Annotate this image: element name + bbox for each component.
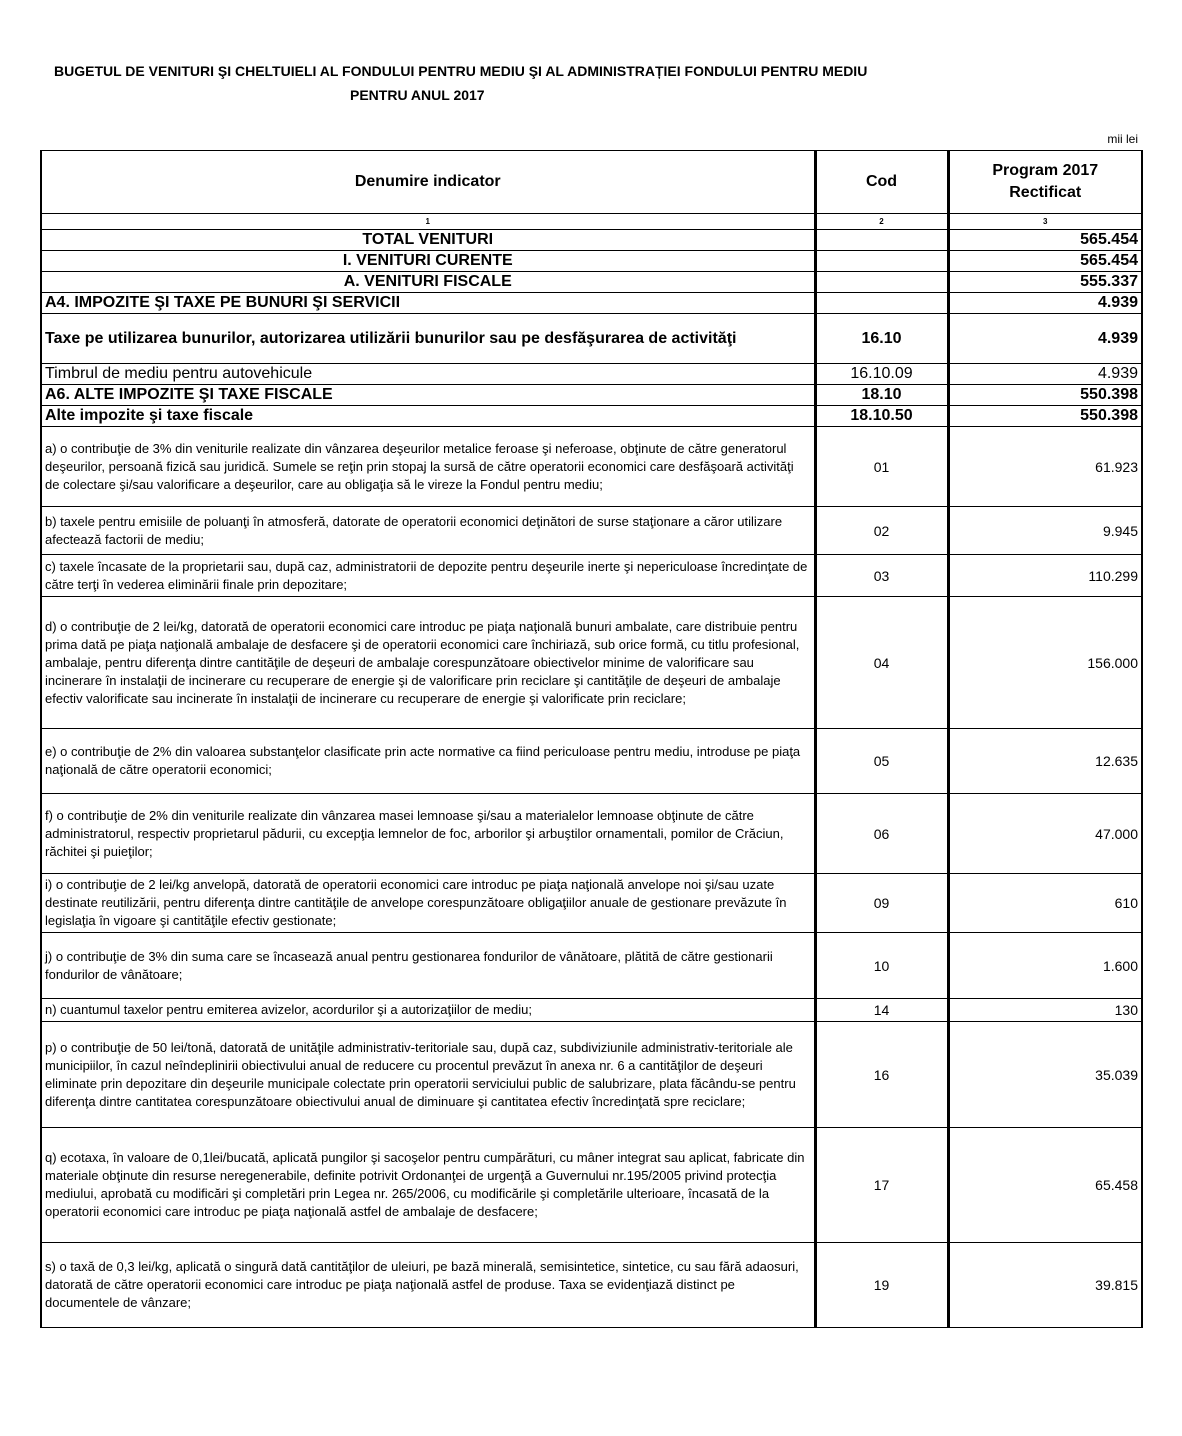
row-description: f) o contribuţie de 2% din veniturile realizate din vânzarea masei lemnoase şi/sau a materialelor lemnoase obţinute de către administratorul, respectiv proprietarul pădurii, cu excepţia lemnelor de foc, arborilor şi arbuştilor ornamentali, pomilor de Crăciun, răchitei şi puieţilor; — [41, 794, 815, 874]
table-row — [41, 364, 1142, 385]
row-code: 18.10.50 — [815, 406, 948, 427]
row-code: 10 — [815, 933, 948, 999]
row-label: Taxe pe utilizarea bunurilor, autorizarea utilizării bunurilor sau pe desfăşurarea de activităţi — [41, 314, 815, 364]
column-number-row — [41, 214, 1142, 230]
row-value: 156.000 — [948, 597, 1142, 729]
row-code: 05 — [815, 729, 948, 794]
row-value: 12.635 — [948, 729, 1142, 794]
unit-label: mii lei — [1107, 132, 1138, 146]
column-number-1: 1 — [41, 214, 815, 230]
table-row — [41, 385, 1142, 406]
row-code: 19 — [815, 1243, 948, 1328]
row-value: 110.299 — [948, 555, 1142, 597]
row-value: 35.039 — [948, 1022, 1142, 1128]
row-value: 9.945 — [948, 507, 1142, 555]
row-description: a) o contribuţie de 3% din veniturile realizate din vânzarea deşeurilor metalice feroase şi neferoase, obţinute de către generatorul deşeurilor, persoană fizică sau juridică. Sumele se reţin prin stopaj la sursă de către operatorii economici care desfăşoară activităţi de colectare şi/sau valorificare a deşeurilor, care au obligaţia să le vireze la Fondul pentru mediu; — [41, 427, 815, 507]
row-code: 16.10 — [815, 314, 948, 364]
row-code: 02 — [815, 507, 948, 555]
row-label: A4. IMPOZITE ŞI TAXE PE BUNURI ŞI SERVICII — [41, 293, 815, 314]
table-row — [41, 729, 1142, 794]
row-label: A6. ALTE IMPOZITE ŞI TAXE FISCALE — [41, 385, 815, 406]
row-value: 47.000 — [948, 794, 1142, 874]
row-code — [815, 251, 948, 272]
row-value: 1.600 — [948, 933, 1142, 999]
row-code: 14 — [815, 999, 948, 1022]
row-value: 4.939 — [948, 314, 1142, 364]
row-description: c) taxele încasate de la proprietarii sau, după caz, administratorii de depozite pentru deşeurile inerte şi nepericuloase încredinţate de către terţi în vederea eliminării finale prin depozitare; — [41, 555, 815, 597]
row-value: 61.923 — [948, 427, 1142, 507]
table-row — [41, 293, 1142, 314]
table-header-row — [41, 151, 1142, 214]
table-row — [41, 406, 1142, 427]
row-description: p) o contribuţie de 50 lei/tonă, datorată de unităţile administrativ-teritoriale sau, după caz, subdiviziunile administrativ-teritoriale ale municipiilor, în cazul neîndeplinirii obiectivului anual de reducere cu procentul prevăzut în anexa nr. 6 a cantităţilor de deşeuri eliminate prin depozitare din deşeurile municipale colectate prin operatorii serviciului public de salubrizare, plata făcându-se pentru diferenţa dintre cantitatea corespunzătoare obiectivului anual de diminuare şi cantitatea efectiv încredinţată spre reciclare; — [41, 1022, 815, 1128]
row-code — [815, 293, 948, 314]
table-row — [41, 272, 1142, 293]
row-label: TOTAL VENITURI — [41, 230, 815, 251]
table-row — [41, 555, 1142, 597]
table-row — [41, 999, 1142, 1022]
table-row — [41, 507, 1142, 555]
row-code: 01 — [815, 427, 948, 507]
row-code — [815, 230, 948, 251]
row-description: q) ecotaxa, în valoare de 0,1lei/bucată, aplicată pungilor şi sacoşelor pentru cumpărături, cu mâner integrat sau aplicat, fabricate din materiale obţinute din resurse neregenerabile, definite potrivit Ordonanţei de urgenţă a Guvernului nr.195/2005 privind protecţia mediului, aprobată cu modificări şi completări prin Legea nr. 265/2006, cu modificările şi completările ulterioare, încasată de la operatorii economici care introduc pe piaţa naţională astfel de ambalaje de desfacere; — [41, 1128, 815, 1243]
row-value: 39.815 — [948, 1243, 1142, 1328]
row-label: Alte impozite şi taxe fiscale — [41, 406, 815, 427]
row-code: 17 — [815, 1128, 948, 1243]
row-code: 16 — [815, 1022, 948, 1128]
table-row — [41, 230, 1142, 251]
column-number-3: 3 — [948, 214, 1142, 230]
row-value: 4.939 — [948, 364, 1142, 385]
table-row — [41, 874, 1142, 933]
row-label: Timbrul de mediu pentru autovehicule — [41, 364, 815, 385]
row-description: b) taxele pentru emisiile de poluanţi în atmosferă, datorate de operatorii economici deţinători de surse staţionare a căror utilizare afectează factorii de mediu; — [41, 507, 815, 555]
header-program-line2: Rectificat — [1009, 184, 1082, 201]
row-code: 06 — [815, 794, 948, 874]
row-code: 09 — [815, 874, 948, 933]
header-code: Cod — [815, 151, 948, 214]
document-subtitle: PENTRU ANUL 2017 — [350, 87, 485, 103]
budget-table — [40, 150, 1143, 1328]
column-number-2: 2 — [815, 214, 948, 230]
row-label: I. VENITURI CURENTE — [41, 251, 815, 272]
row-value: 565.454 — [948, 230, 1142, 251]
table-row — [41, 794, 1142, 874]
header-indicator: Denumire indicator — [41, 151, 815, 214]
table-row — [41, 597, 1142, 729]
row-code: 04 — [815, 597, 948, 729]
table-row — [41, 427, 1142, 507]
table-row — [41, 1243, 1142, 1328]
row-value: 610 — [948, 874, 1142, 933]
document-title: BUGETUL DE VENITURI ŞI CHELTUIELI AL FONDULUI PENTRU MEDIU ŞI AL ADMINISTRAȚIEI FONDULUI PENTRU MEDIU — [54, 63, 868, 79]
table-row — [41, 1022, 1142, 1128]
row-description: d) o contribuţie de 2 lei/kg, datorată de operatorii economici care introduc pe piaţa naţională bunuri ambalate, care distribuie pentru prima dată pe piaţa naţională ambalaje de desfacere şi de operatorii economici care închiriază, sub orice formă, cu titlu profesional, ambalaje, pentru diferenţa dintre cantităţile de deşeuri de ambalaje corespunzătoare obiectivelor minime de valorificare sau incinerare în instalaţii de incinerare cu recuperare de energie şi de valorificare prin reciclare şi cantităţile de deşeuri de ambalaje efectiv valorificate sau incinerate în instalaţii de incinerare cu recuperare de energie şi valorificate prin reciclare; — [41, 597, 815, 729]
header-program — [948, 151, 1142, 214]
row-description: i) o contribuţie de 2 lei/kg anvelopă, datorată de operatorii economici care introduc pe piaţa naţională anvelope noi şi/sau uzate destinate reutilizării, pentru diferenţa dintre cantităţile de anvelope corespunzătoare obligaţiilor anuale de gestionare prevăzute în legislaţia în vigoare şi cantităţile efectiv gestionate; — [41, 874, 815, 933]
row-code — [815, 272, 948, 293]
row-description: s) o taxă de 0,3 lei/kg, aplicată o singură dată cantităţilor de uleiuri, pe bază minerală, semisintetice, sintetice, cu sau fără adaosuri, datorată de către operatorii economici care introduc pe piaţa naţională astfel de produse. Taxa se evidenţiază distinct pe documentele de vânzare; — [41, 1243, 815, 1328]
row-description: e) o contribuţie de 2% din valoarea substanţelor clasificate prin acte normative ca fiind periculoase pentru mediu, introduse pe piaţa naţională de către operatorii economici; — [41, 729, 815, 794]
row-label: A. VENITURI FISCALE — [41, 272, 815, 293]
row-description: n) cuantumul taxelor pentru emiterea avizelor, acordurilor şi a autorizaţiilor de mediu; — [41, 999, 815, 1022]
row-value: 130 — [948, 999, 1142, 1022]
row-code: 03 — [815, 555, 948, 597]
table-row — [41, 933, 1142, 999]
row-value: 550.398 — [948, 406, 1142, 427]
row-value: 4.939 — [948, 293, 1142, 314]
header-program-line1: Program 2017 — [992, 162, 1099, 179]
row-value: 555.337 — [948, 272, 1142, 293]
table-row — [41, 251, 1142, 272]
row-value: 65.458 — [948, 1128, 1142, 1243]
row-value: 565.454 — [948, 251, 1142, 272]
row-description: j) o contribuţie de 3% din suma care se încasează anual pentru gestionarea fondurilor de vânătoare, plătită de către gestionarii fondurilor de vânătoare; — [41, 933, 815, 999]
row-code: 16.10.09 — [815, 364, 948, 385]
table-row — [41, 314, 1142, 364]
row-code: 18.10 — [815, 385, 948, 406]
table-row — [41, 1128, 1142, 1243]
row-value: 550.398 — [948, 385, 1142, 406]
